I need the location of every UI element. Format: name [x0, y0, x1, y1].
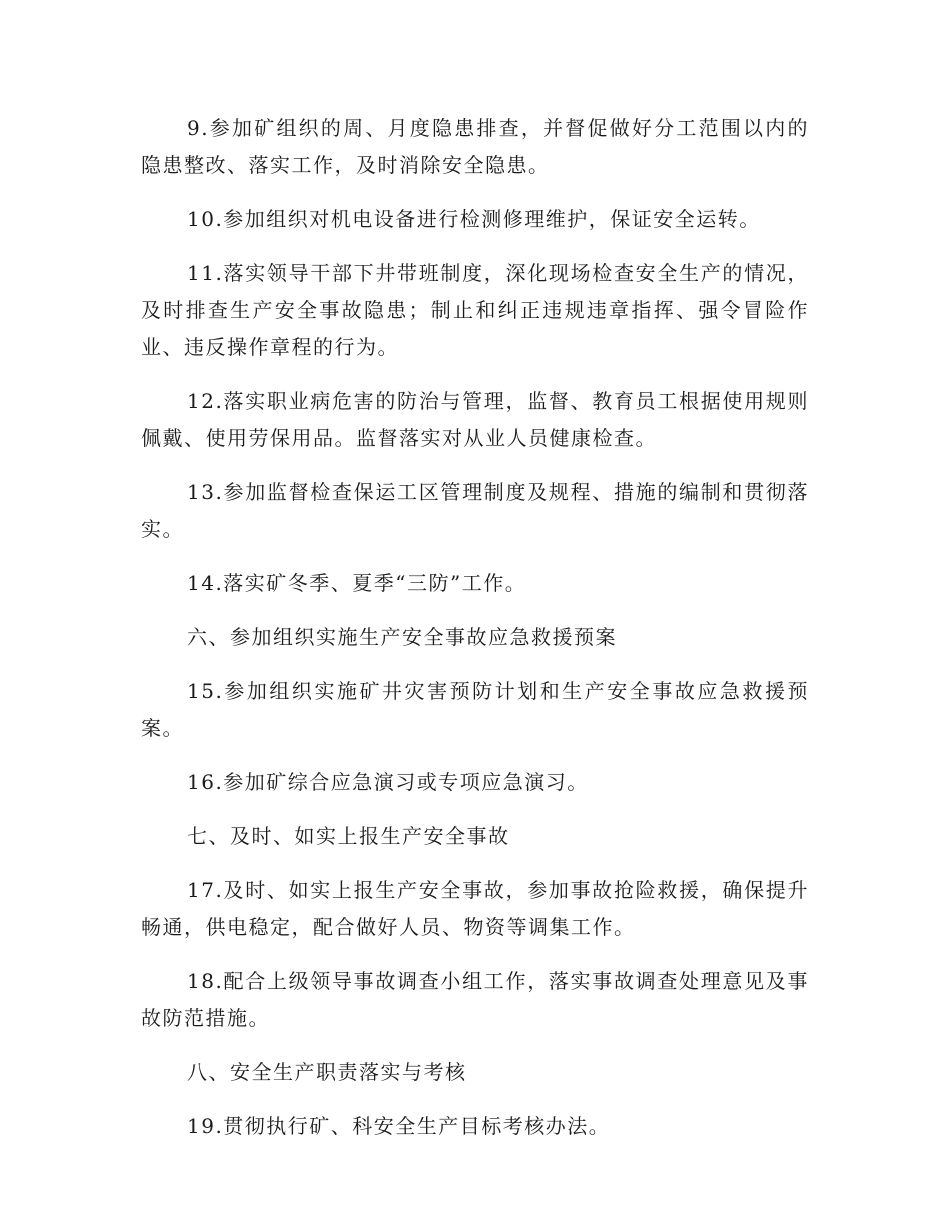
- item-16-paragraph: 16.参加矿综合应急演习或专项应急演习。: [187, 770, 589, 794]
- item-15-paragraph: 15.参加组织实施矿井灾害预防计划和生产安全事故应急救援预案。: [141, 679, 809, 740]
- section-7-heading: 七、及时、如实上报生产安全事故: [187, 824, 510, 848]
- item-17-paragraph: 17.及时、如实上报生产安全事故，参加事故抢险救援，确保提升畅通，供电稳定，配合做好人员、物资等调集工作。: [141, 878, 809, 939]
- item-14-paragraph: 14.落实矿冬季、夏季“三防”工作。: [187, 571, 527, 595]
- item-18-paragraph: 18.配合上级领导事故调查小组工作，落实事故调查处理意见及事故防范措施。: [141, 969, 809, 1030]
- item-10-paragraph: 10.参加组织对机电设备进行检测修理维护，保证安全运转。: [187, 207, 761, 231]
- item-13-paragraph: 13.参加监督检查保运工区管理制度及规程、措施的编制和贯彻落实。: [141, 480, 809, 541]
- item-11-paragraph: 11.落实领导干部下井带班制度，深化现场检查安全生产的情况，及时排查生产安全事故隐患；制止和纠正违规违章指挥、强令冒险作业、违反操作章程的行为。: [141, 261, 809, 359]
- section-6-heading: 六、参加组织实施生产安全事故应急救援预案: [187, 625, 617, 649]
- item-12-paragraph: 12.落实职业病危害的防治与管理，监督、教育员工根据使用规则佩戴、使用劳保用品。监督落实对从业人员健康检查。: [141, 389, 809, 450]
- item-19-paragraph: 19.贯彻执行矿、科安全生产目标考核办法。: [187, 1114, 611, 1138]
- item-9-paragraph: 9.参加矿组织的周、月度隐患排查，并督促做好分工范围以内的隐患整改、落实工作，及时消除安全隐患。: [141, 116, 809, 177]
- document-body: [141, 110, 809, 1162]
- section-8-heading: 八、安全生产职责落实与考核: [187, 1060, 467, 1084]
